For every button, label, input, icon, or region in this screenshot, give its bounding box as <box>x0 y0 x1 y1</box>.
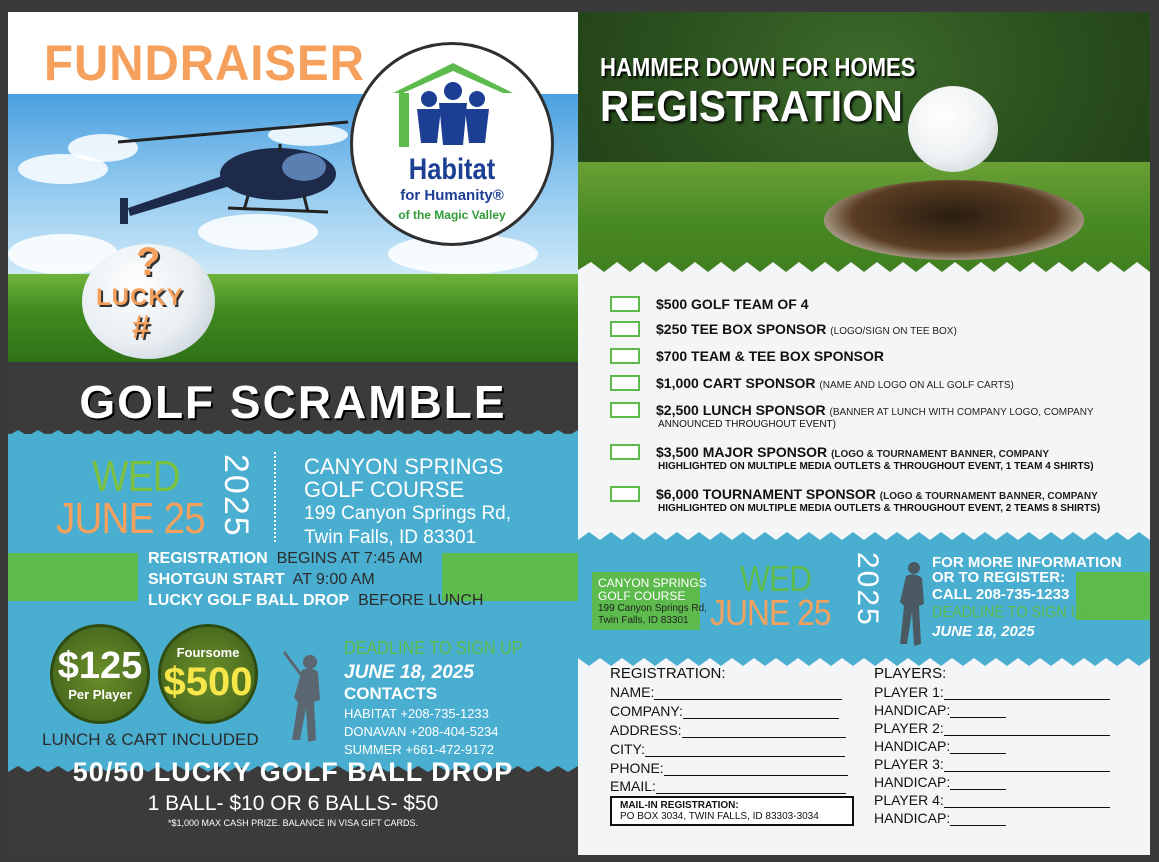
venue-name-line1: CANYON SPRINGS <box>598 576 707 590</box>
logo-for-humanity-text: for Humanity® <box>400 187 504 204</box>
event-year: 2025 <box>851 552 884 627</box>
deadline-label: DEADLINE TO SIGN UP <box>344 638 523 658</box>
venue-name-line1: CANYON SPRINGS <box>304 454 504 479</box>
schedule-ball-drop: LUCKY GOLF BALL DROP BEFORE LUNCH <box>148 592 484 609</box>
venue-name-line2: GOLF COURSE <box>304 477 465 502</box>
lunch-cart-included: LUNCH & CART INCLUDED <box>42 730 259 749</box>
zigzag-divider <box>578 262 1150 282</box>
company-field[interactable]: COMPANY: <box>610 703 839 719</box>
ball-drop-note: *$1,000 MAX CASH PRIZE. BALANCE IN VISA GIFT CARDS. <box>168 818 418 828</box>
player-2-field[interactable]: PLAYER 2: <box>874 720 1110 736</box>
handicap-1-field[interactable]: HANDICAP: <box>874 702 1006 718</box>
email-field[interactable]: EMAIL: <box>610 778 846 794</box>
dotted-divider <box>274 452 276 542</box>
player-4-field[interactable]: PLAYER 4: <box>874 792 1110 808</box>
sponsorship-checkbox[interactable] <box>610 444 640 460</box>
city-field[interactable]: CITY: <box>610 741 845 757</box>
price-foursome-badge: Foursome $500 <box>158 624 258 724</box>
lucky-question-mark: ? <box>136 240 161 284</box>
ball-drop-price: 1 BALL- $10 OR 6 BALLS- $50 <box>147 792 439 815</box>
ball-drop-title: 50/50 LUCKY GOLF BALL DROP <box>72 757 514 787</box>
sponsorship-checkbox[interactable] <box>610 348 640 364</box>
event-date: JUNE 25 <box>710 592 831 633</box>
event-day: WED <box>740 558 812 599</box>
venue-name-line2: GOLF COURSE <box>598 589 686 603</box>
handicap-3-field[interactable]: HANDICAP: <box>874 774 1006 790</box>
mail-in-heading: MAIL-IN REGISTRATION: <box>620 800 739 811</box>
schedule-registration: REGISTRATION BEGINS AT 7:45 AM <box>148 550 423 567</box>
golfer-silhouette-icon <box>280 648 340 748</box>
call-number: CALL 208-735-1233 <box>932 586 1070 603</box>
schedule-shotgun-start: SHOTGUN START AT 9:00 AM <box>148 571 375 588</box>
name-field[interactable]: NAME: <box>610 684 842 700</box>
sponsorship-checkbox[interactable] <box>610 402 640 418</box>
price-per-player-badge: $125 Per Player <box>50 624 150 724</box>
golfer-silhouette-icon <box>894 558 934 648</box>
deadline-date: JUNE 18, 2025 <box>932 623 1035 640</box>
player-1-field[interactable]: PLAYER 1: <box>874 684 1110 700</box>
green-accent-left <box>8 553 138 601</box>
registration-flyer: HAMMER DOWN FOR HOMES REGISTRATION $500 GOLF TEAM OF 4 $250 TEE BOX SPONSOR (LOGO/SIGN ON TEE BOX) $700 TEAM & TEE BOX SPONSOR $1,000 CART SPONSOR (NAME AND LOGO ON ALL GOLF CARTS) $2,500 LUNCH SPONSOR (BANNER AT LUNCH WITH COMPANY LOGO, COMPANY ANNOUNCED THROUGHOUT EVENT) $3,500 MAJOR SPONSOR (LOGO & TOURNAMENT BANNER, COMPANY HIGHLIGHTED ON MULTIPLE MEDIA OUTLETS & THROUGHOUT EVENT, 1 TEAM 4 SHIRTS) $6,000 TOURNAMENT SPONSOR (LOGO & TOURNAMENT BANNER, COMPANY HIGHLIGHTED ON MULTIPLE MEDIA OUTLETS & THROUGHOUT EVENT, 2 TEAMS 8 SHIRTS) CANYON SPRINGS GOLF COURSE 199 Canyon Springs Rd, Twin Falls, ID 83301 WED JUNE 25 2025 FOR MORE INFORMATION OR TO REGISTER: CALL 208-735-1233 DEADLINE TO SIGN UP JUNE 18, 2025 REGISTRATION: NAME: COMPANY: ADDRESS: CITY: PHONE: EMAIL: MAIL-IN REGISTRATION: PO BOX 3034, TWIN FALLS, ID 83303-3034 PLAYERS: PLAYER 1: HANDICAP: PLAYER 2: HANDICAP: PLAYER 3: HANDICAP: PLAYER 4: HANDICAP: <box>578 12 1150 855</box>
sponsorship-note: ANNOUNCED THROUGHOUT EVENT) <box>658 419 836 430</box>
address-field[interactable]: ADDRESS: <box>610 722 846 738</box>
event-year: 2025 <box>217 454 255 538</box>
handicap-2-field[interactable]: HANDICAP: <box>874 738 1006 754</box>
handicap-4-field[interactable]: HANDICAP: <box>874 810 1006 826</box>
golf-ball-image <box>908 86 998 172</box>
more-info-line2: OR TO REGISTER: <box>932 569 1066 586</box>
event-subtitle: HAMMER DOWN FOR HOMES <box>600 52 916 82</box>
sponsorship-note: HIGHLIGHTED ON MULTIPLE MEDIA OUTLETS & THROUGHOUT EVENT, 1 TEAM 4 SHIRTS) <box>658 461 1094 472</box>
contacts-heading: CONTACTS <box>344 684 438 703</box>
habitat-house-icon <box>393 63 513 149</box>
registration-title: REGISTRATION <box>600 82 903 131</box>
fundraiser-flyer <box>8 12 578 855</box>
contact-donavan: DONAVAN +208-404-5234 <box>344 724 499 739</box>
golf-scramble-title: GOLF SCRAMBLE <box>79 376 507 428</box>
sponsorship-checkbox[interactable] <box>610 321 640 337</box>
phone-field[interactable]: PHONE: <box>610 760 848 776</box>
event-date: JUNE 25 <box>56 494 205 543</box>
contact-summer: SUMMER +661-472-9172 <box>344 742 494 757</box>
sponsorship-checkbox[interactable] <box>610 486 640 502</box>
deadline-label: DEADLINE TO SIGN UP <box>932 604 1091 621</box>
lucky-number-sign: # <box>132 309 150 345</box>
logo-magic-valley-text: of the Magic Valley <box>398 208 506 222</box>
zigzag-divider <box>8 428 578 442</box>
mail-in-registration-box <box>610 796 854 826</box>
player-3-field[interactable]: PLAYER 3: <box>874 756 1110 772</box>
fundraiser-heading: FUNDRAISER <box>44 35 365 91</box>
logo-habitat-text: Habitat <box>408 153 496 186</box>
players-heading: PLAYERS: <box>874 665 947 682</box>
habitat-logo <box>350 42 554 246</box>
golf-cup-image <box>824 180 1084 260</box>
sponsorship-note: HIGHLIGHTED ON MULTIPLE MEDIA OUTLETS & THROUGHOUT EVENT, 2 TEAMS 8 SHIRTS) <box>658 503 1101 514</box>
zigzag-divider <box>578 652 1150 666</box>
registration-heading: REGISTRATION: <box>610 665 726 682</box>
lucky-label: LUCKY <box>96 284 184 311</box>
deadline-date: JUNE 18, 2025 <box>344 662 474 683</box>
venue-address-line2: Twin Falls, ID 83301 <box>598 615 689 626</box>
sponsorship-checkbox[interactable] <box>610 296 640 312</box>
helicopter-icon <box>108 112 368 252</box>
more-info-line1: FOR MORE INFORMATION <box>932 554 1122 571</box>
venue-address-line1: 199 Canyon Springs Rd, <box>304 503 512 524</box>
sponsorship-checkbox[interactable] <box>610 375 640 391</box>
venue-address-line2: Twin Falls, ID 83301 <box>304 527 477 548</box>
mail-in-address: PO BOX 3034, TWIN FALLS, ID 83303-3034 <box>620 811 819 822</box>
event-day: WED <box>92 452 180 501</box>
venue-address-line1: 199 Canyon Springs Rd, <box>598 603 707 614</box>
zigzag-divider <box>578 532 1150 546</box>
contact-habitat: HABITAT +208-735-1233 <box>344 706 489 721</box>
